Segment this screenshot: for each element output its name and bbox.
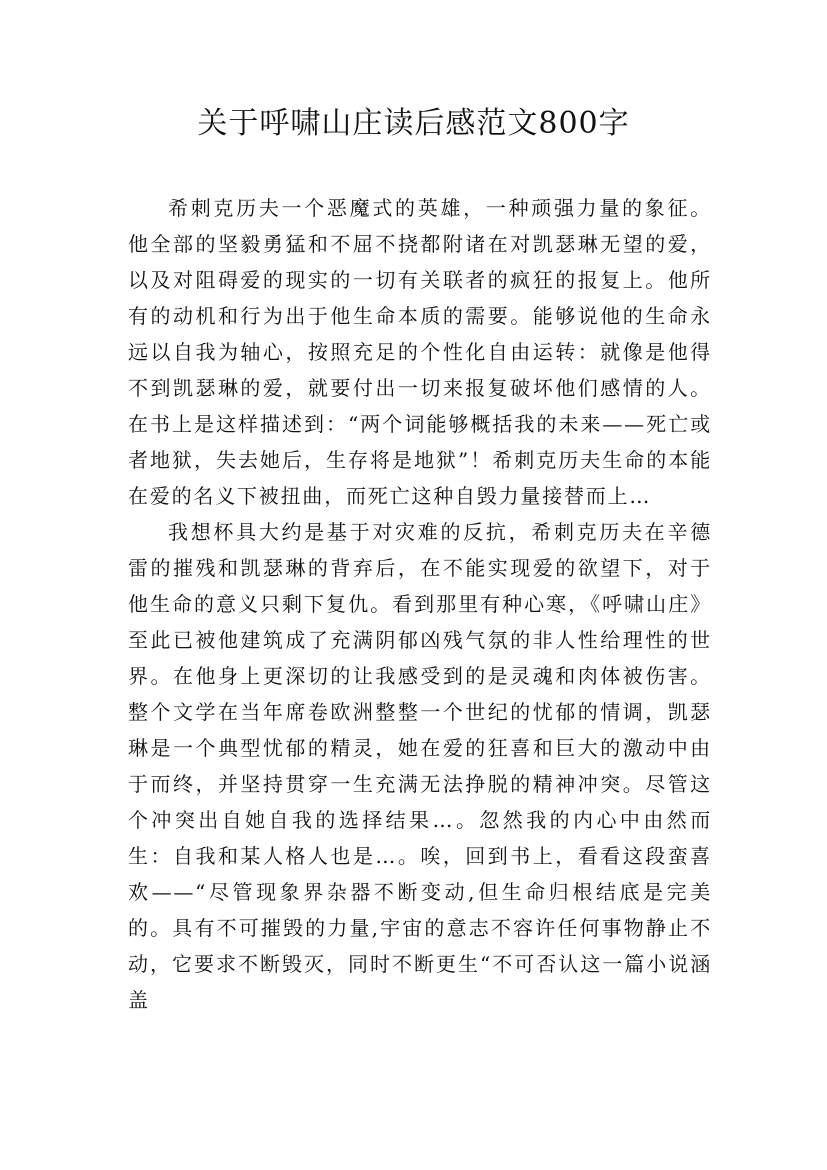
document-body bbox=[128, 190, 712, 1018]
paragraph-2: 我想杯具大约是基于对灾难的反抗，希刺克历夫在辛德雷的摧残和凯瑟琳的背弃后，在不能实现爱的欲望下，对于他生命的意义只剩下复仇。看到那里有种心寒，《呼啸山庄》至此已被他建筑成了充满阴郁凶残气氛的非人性给理性的世界。在他身上更深切的让我感受到的是灵魂和肉体被伤害。整个文学在当年席卷欧洲整整一个世纪的忧郁的情调，凯瑟琳是一个典型忧郁的精灵，她在爱的狂喜和巨大的激动中由于而终，并坚持贯穿一生充满无法挣脱的精神冲突。尽管这个冲突出自她自我的选择结果…。忽然我的内心中由然而生：自我和某人格人也是…。唉，回到书上，看看这段蛮喜欢——“尽管现象界杂器不断变动,但生命归根结底是完美的。具有不可摧毁的力量,宇宙的意志不容许任何事物静止不动，它要求不断毁灭，同时不断更生“不可否认这一篇小说涵盖 bbox=[128, 520, 712, 1012]
paragraph-1: 希刺克历夫一个恶魔式的英雄，一种顽强力量的象征。他全部的坚毅勇猛和不屈不挠都附诸在对凯瑟琳无望的爱，以及对阻碍爱的现实的一切有关联者的疯狂的报复上。他所有的动机和行为出于他生命本质的需要。能够说他的生命永远以自我为轴心，按照充足的个性化自由运转：就像是他得不到凯瑟琳的爱，就要付出一切来报复破坏他们感情的人。在书上是这样描述到：“两个词能够概括我的未来——死亡或者地狱，失去她后，生存将是地狱”！希刺克历夫生命的本能在爱的名义下被扭曲，而死亡这种自毁力量接替而上… bbox=[128, 196, 712, 508]
document-title: 关于呼啸山庄读后感范文800字 bbox=[197, 106, 630, 141]
